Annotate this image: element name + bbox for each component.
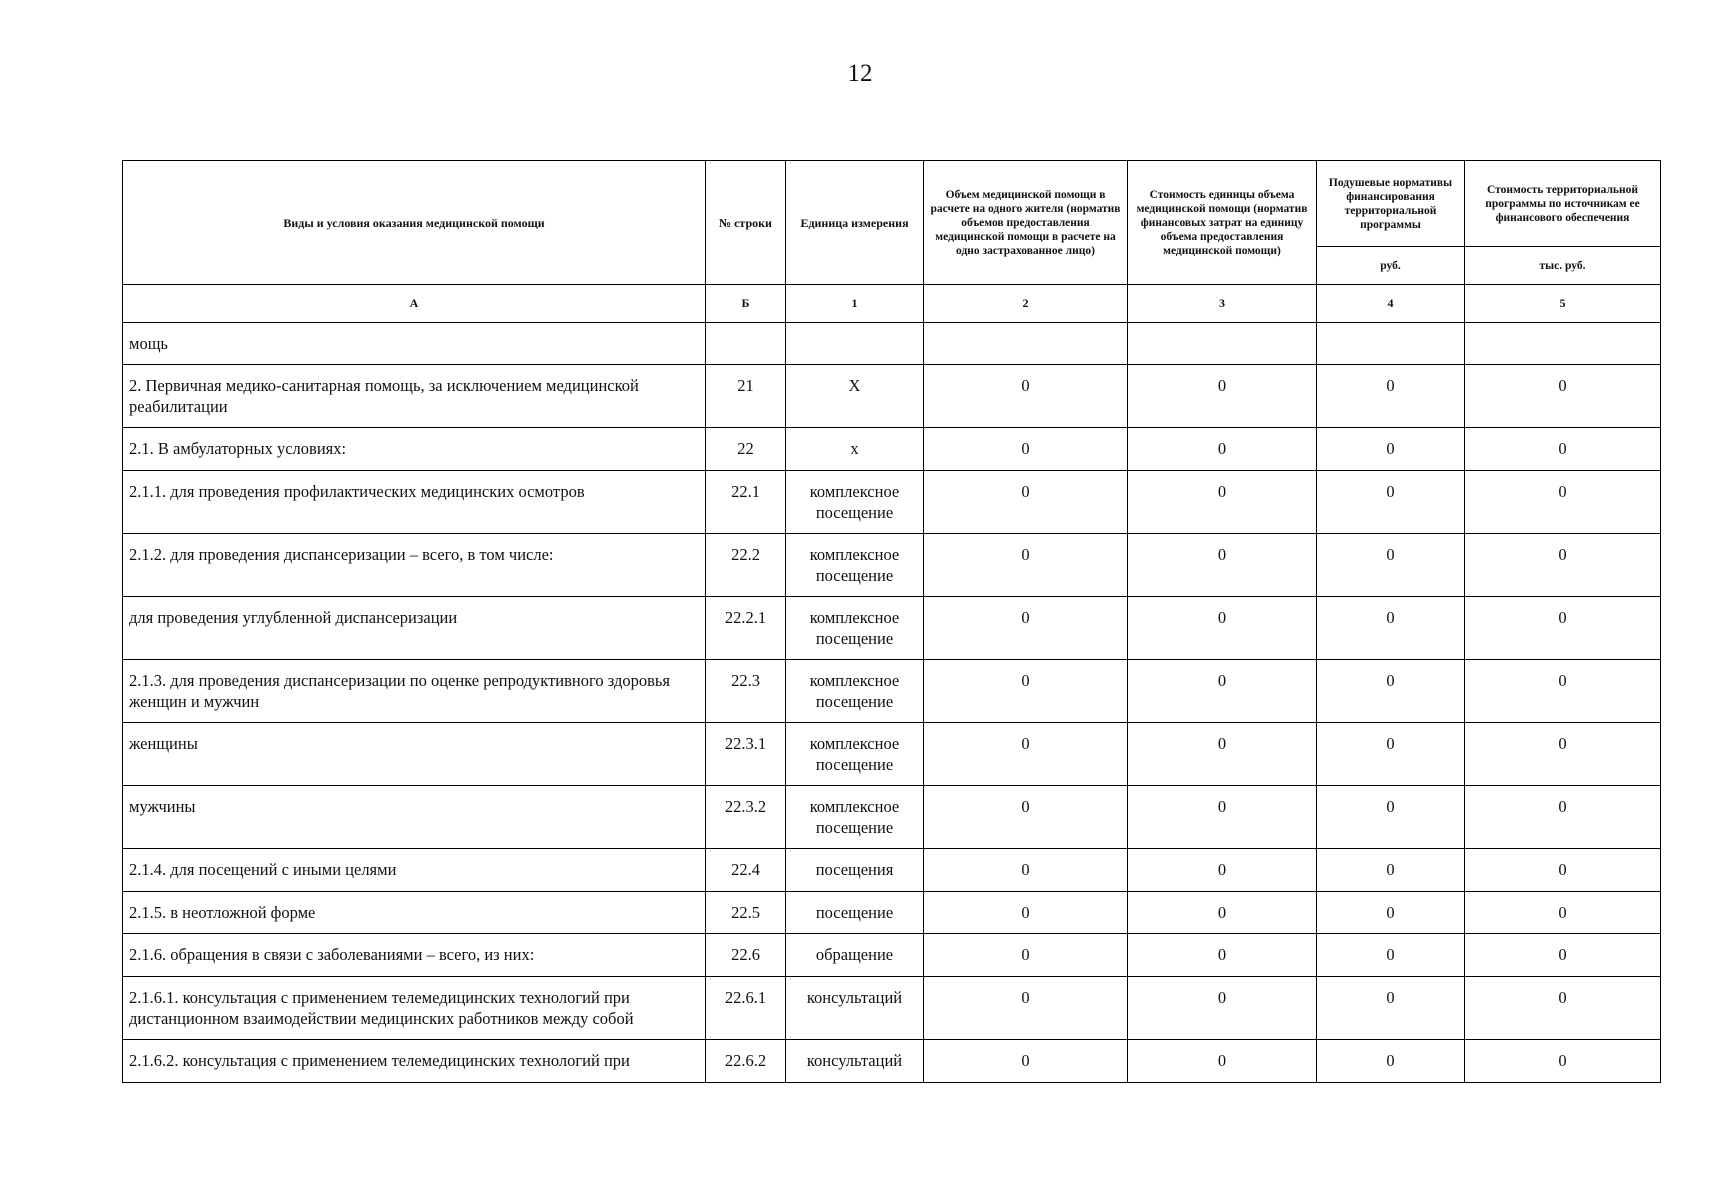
row-number: 22.6.1 <box>706 977 786 1040</box>
row-number: 21 <box>706 365 786 428</box>
column-number-4: 4 <box>1317 285 1465 323</box>
row-number: 22.2.1 <box>706 597 786 660</box>
row-cost-per-unit: 0 <box>1128 1040 1317 1083</box>
row-name: мужчины <box>123 786 706 849</box>
row-cost-per-unit: 0 <box>1128 723 1317 786</box>
row-per-capita: 0 <box>1317 1040 1465 1083</box>
row-per-capita <box>1317 323 1465 365</box>
row-per-capita: 0 <box>1317 849 1465 892</box>
table-row <box>123 723 1661 786</box>
header-row <box>123 161 1661 247</box>
row-per-capita: 0 <box>1317 597 1465 660</box>
row-unit: комплексное посещение <box>786 660 924 723</box>
row-per-capita: 0 <box>1317 471 1465 534</box>
row-program-cost: 0 <box>1465 1040 1661 1083</box>
row-unit: комплексное посещение <box>786 786 924 849</box>
row-name: 2.1.5. в неотложной форме <box>123 892 706 934</box>
row-program-cost: 0 <box>1465 428 1661 471</box>
row-per-capita: 0 <box>1317 660 1465 723</box>
row-name: 2.1.6. обращения в связи с заболеваниями – всего, из них: <box>123 934 706 977</box>
row-number: 22.1 <box>706 471 786 534</box>
row-unit: x <box>786 428 924 471</box>
table-row <box>123 428 1661 471</box>
row-number: 22.3.1 <box>706 723 786 786</box>
row-number: 22.6.2 <box>706 1040 786 1083</box>
row-name: для проведения углубленной диспансеризации <box>123 597 706 660</box>
header-row-number: № строки <box>706 161 786 285</box>
row-per-capita: 0 <box>1317 723 1465 786</box>
row-volume: 0 <box>924 723 1128 786</box>
header-care-type: Виды и условия оказания медицинской помощи <box>123 161 706 285</box>
row-name: 2.1.6.2. консультация с применением телемедицинских технологий при <box>123 1040 706 1083</box>
row-cost-per-unit: 0 <box>1128 597 1317 660</box>
row-volume: 0 <box>924 934 1128 977</box>
row-program-cost: 0 <box>1465 977 1661 1040</box>
column-number-5: 5 <box>1465 285 1661 323</box>
row-per-capita: 0 <box>1317 365 1465 428</box>
row-volume: 0 <box>924 534 1128 597</box>
row-program-cost: 0 <box>1465 534 1661 597</box>
column-number-a: А <box>123 285 706 323</box>
row-cost-per-unit: 0 <box>1128 849 1317 892</box>
row-number: 22.2 <box>706 534 786 597</box>
column-number-3: 3 <box>1128 285 1317 323</box>
page-number: 12 <box>847 60 873 87</box>
row-name: 2.1.3. для проведения диспансеризации по оценке репродуктивного здоровья женщин и мужчин <box>123 660 706 723</box>
header-per-capita: Подушевые нормативы финансирования территориальной программы <box>1317 161 1465 247</box>
row-volume: 0 <box>924 977 1128 1040</box>
row-cost-per-unit: 0 <box>1128 892 1317 934</box>
row-per-capita: 0 <box>1317 977 1465 1040</box>
header-program-cost: Стоимость территориальной программы по источникам ее финансового обеспечения <box>1465 161 1661 247</box>
column-number-2: 2 <box>924 285 1128 323</box>
table-row <box>123 323 1661 365</box>
table-row <box>123 660 1661 723</box>
row-unit: комплексное посещение <box>786 534 924 597</box>
table-row <box>123 534 1661 597</box>
row-unit: комплексное посещение <box>786 723 924 786</box>
row-unit: посещение <box>786 892 924 934</box>
row-cost-per-unit: 0 <box>1128 977 1317 1040</box>
row-per-capita: 0 <box>1317 428 1465 471</box>
row-program-cost: 0 <box>1465 471 1661 534</box>
table-row <box>123 892 1661 934</box>
row-name: 2.1.1. для проведения профилактических медицинских осмотров <box>123 471 706 534</box>
row-volume: 0 <box>924 1040 1128 1083</box>
row-volume: 0 <box>924 892 1128 934</box>
row-name: мощь <box>123 323 706 365</box>
row-volume <box>924 323 1128 365</box>
row-number <box>706 323 786 365</box>
row-cost-per-unit: 0 <box>1128 471 1317 534</box>
row-unit: X <box>786 365 924 428</box>
header-volume: Объем медицинской помощи в расчете на одного жителя (норматив объемов предоставления медицинской помощи в расчете на одно застрахованное лицо) <box>924 161 1128 285</box>
row-per-capita: 0 <box>1317 934 1465 977</box>
row-unit: консультаций <box>786 1040 924 1083</box>
row-cost-per-unit: 0 <box>1128 365 1317 428</box>
row-volume: 0 <box>924 428 1128 471</box>
row-cost-per-unit: 0 <box>1128 934 1317 977</box>
column-number-b: Б <box>706 285 786 323</box>
medical-care-table <box>122 160 1661 1083</box>
row-name: женщины <box>123 723 706 786</box>
row-volume: 0 <box>924 660 1128 723</box>
row-number: 22.3 <box>706 660 786 723</box>
row-name: 2.1. В амбулаторных условиях: <box>123 428 706 471</box>
row-program-cost: 0 <box>1465 892 1661 934</box>
column-number-row <box>123 285 1661 323</box>
row-per-capita: 0 <box>1317 786 1465 849</box>
header-per-capita-unit: руб. <box>1317 247 1465 285</box>
row-unit: обращение <box>786 934 924 977</box>
row-number: 22.6 <box>706 934 786 977</box>
row-program-cost: 0 <box>1465 786 1661 849</box>
row-number: 22.4 <box>706 849 786 892</box>
row-unit: комплексное посещение <box>786 471 924 534</box>
row-number: 22.5 <box>706 892 786 934</box>
row-volume: 0 <box>924 786 1128 849</box>
header-program-cost-unit: тыс. руб. <box>1465 247 1661 285</box>
row-name: 2.1.4. для посещений с иными целями <box>123 849 706 892</box>
row-program-cost: 0 <box>1465 849 1661 892</box>
row-unit: посещения <box>786 849 924 892</box>
row-program-cost <box>1465 323 1661 365</box>
row-number: 22 <box>706 428 786 471</box>
header-cost-per-unit: Стоимость единицы объема медицинской помощи (норматив финансовых затрат на единицу объема предоставления медицинской помощи) <box>1128 161 1317 285</box>
row-program-cost: 0 <box>1465 365 1661 428</box>
column-number-1: 1 <box>786 285 924 323</box>
row-volume: 0 <box>924 365 1128 428</box>
header-unit: Единица измерения <box>786 161 924 285</box>
row-program-cost: 0 <box>1465 723 1661 786</box>
row-cost-per-unit: 0 <box>1128 786 1317 849</box>
table-row <box>123 934 1661 977</box>
table-row <box>123 1040 1661 1083</box>
row-cost-per-unit: 0 <box>1128 660 1317 723</box>
table-row <box>123 849 1661 892</box>
row-per-capita: 0 <box>1317 534 1465 597</box>
row-name: 2.1.2. для проведения диспансеризации – всего, в том числе: <box>123 534 706 597</box>
row-volume: 0 <box>924 849 1128 892</box>
row-program-cost: 0 <box>1465 597 1661 660</box>
table-row <box>123 365 1661 428</box>
row-program-cost: 0 <box>1465 660 1661 723</box>
row-name: 2. Первичная медико-санитарная помощь, за исключением медицинской реабилитации <box>123 365 706 428</box>
row-cost-per-unit <box>1128 323 1317 365</box>
row-program-cost: 0 <box>1465 934 1661 977</box>
row-unit <box>786 323 924 365</box>
table-row <box>123 471 1661 534</box>
row-cost-per-unit: 0 <box>1128 534 1317 597</box>
table-row <box>123 786 1661 849</box>
row-volume: 0 <box>924 471 1128 534</box>
table-row <box>123 977 1661 1040</box>
row-volume: 0 <box>924 597 1128 660</box>
row-per-capita: 0 <box>1317 892 1465 934</box>
row-unit: комплексное посещение <box>786 597 924 660</box>
row-cost-per-unit: 0 <box>1128 428 1317 471</box>
row-unit: консультаций <box>786 977 924 1040</box>
table-row <box>123 597 1661 660</box>
row-number: 22.3.2 <box>706 786 786 849</box>
row-name: 2.1.6.1. консультация с применением телемедицинских технологий при дистанционном взаимодействии медицинских работников между собой <box>123 977 706 1040</box>
